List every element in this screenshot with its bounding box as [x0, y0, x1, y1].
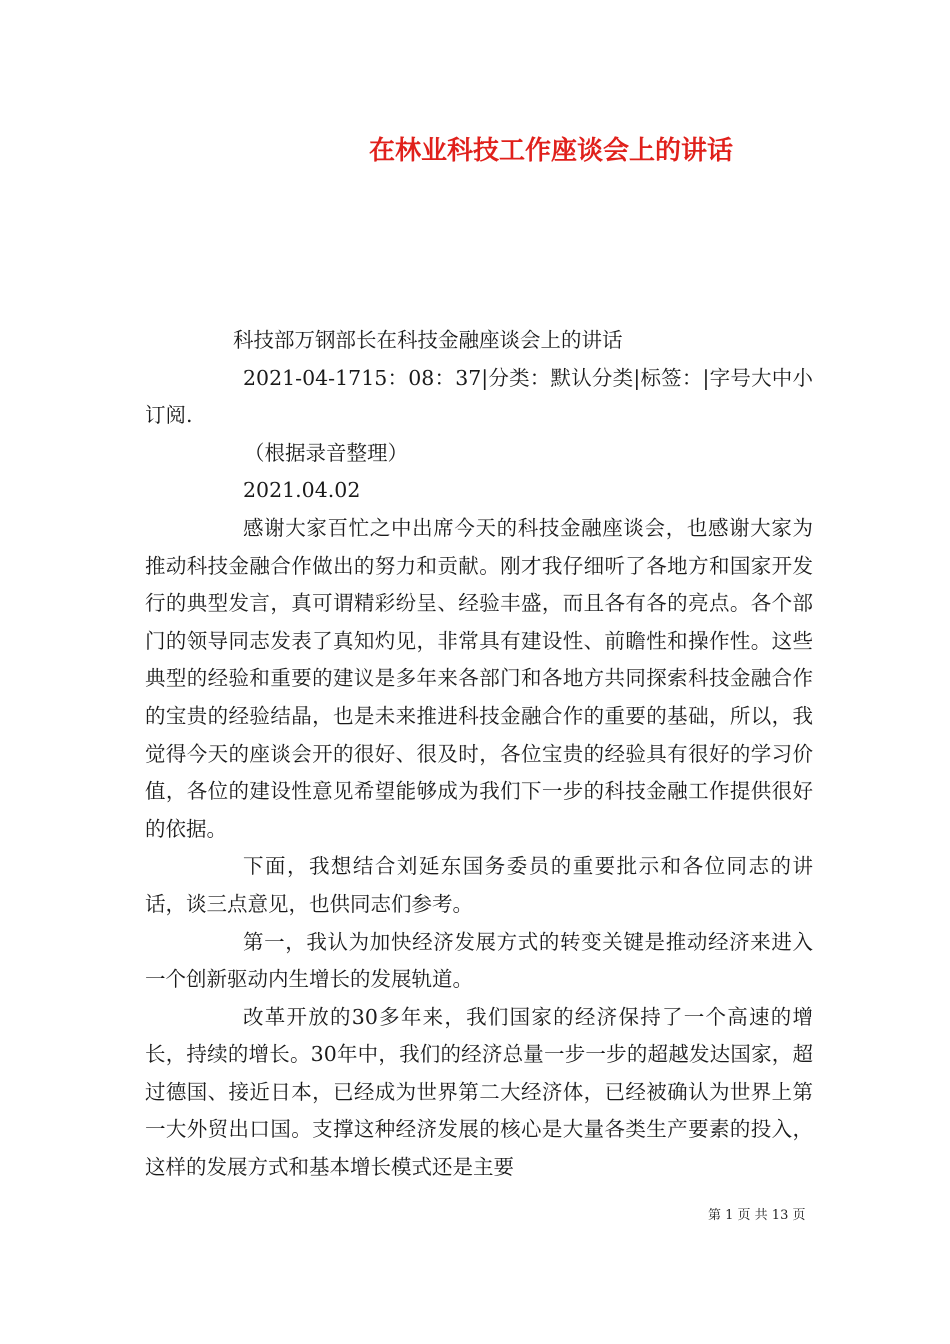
body-paragraph: 下面，我想结合刘延东国务委员的重要批示和各位同志的讲话，谈三点意见，也供同志们参考。 — [145, 854, 813, 916]
body-paragraph: 感谢大家百忙之中出席今天的科技金融座谈会，也感谢大家为推动科技金融合作做出的努力和贡献。刚才我仔细听了各地方和国家开发行的典型发言，真可谓精彩纷呈、经验丰盛，而且各有各的亮点。各个部门的领导同志发表了真知灼见，非常具有建设性、前瞻性和操作性。这些典型的经验和重要的建议是多年来各部门和各地方共同探索科技金融合作的宝贵的经验结晶，也是未来推进科技金融合作的重要的基础，所以，我觉得今天的座谈会开的很好、很及时，各位宝贵的经验具有很好的学习价值，各位的建设性意见希望能够成为我们下一步的科技金融工作提供很好的依据。 — [145, 515, 813, 841]
post-meta-line: 2021-04-1715：08：37|分类：默认分类|标签：|字号大中小订阅. — [145, 365, 813, 428]
body-paragraph: 第一，我认为加快经济发展方式的转变关键是推动经济来进入一个创新驱动内生增长的发展轨道。 — [145, 929, 813, 992]
page-number: 第 1 页 共 13 页 — [708, 1208, 806, 1223]
document-title: 在林业科技工作座谈会上的讲话 — [368, 136, 733, 166]
document-body — [145, 322, 813, 1187]
speech-subtitle: 科技部万钢部长在科技金融座谈会上的讲话 — [233, 328, 623, 352]
speech-date: 2021.04.02 — [243, 478, 361, 503]
transcription-note: （根据录音整理） — [244, 440, 408, 465]
body-paragraph: 改革开放的30多年来，我们国家的经济保持了一个高速的增长，持续的增长。30年中，我们的经济总量一步一步的超越发达国家，超过德国、接近日本，已经成为世界第二大经济体，已经被确认为世界上第一大外贸出口国。支撑这种经济发展的核心是大量各类生产要素的投入，这样的发展方式和基本增长模式还是主要 — [145, 1004, 813, 1180]
